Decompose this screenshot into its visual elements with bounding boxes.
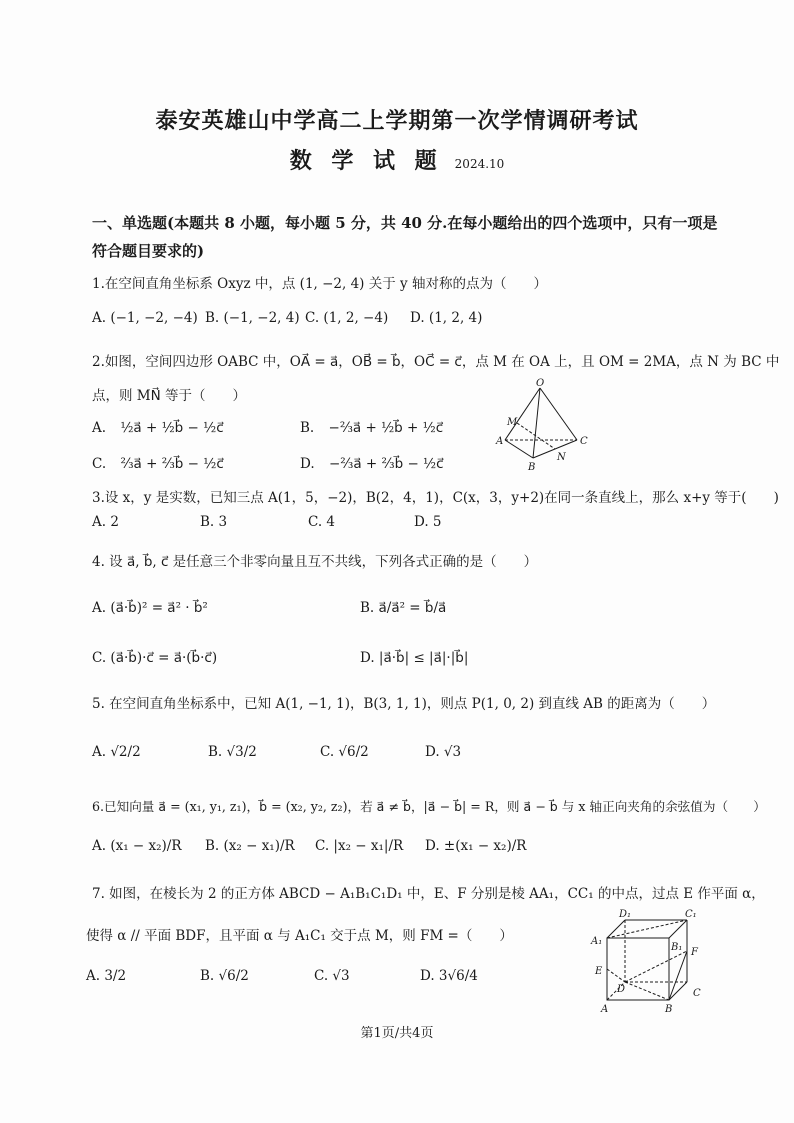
exam-date: 2024.10 xyxy=(454,157,505,171)
q6-option-a: A. (x₁ − x₂)/R xyxy=(92,838,182,854)
q2-option-d-label: D. xyxy=(300,456,315,472)
q3-option-c: C. 4 xyxy=(308,514,336,530)
q2-option-c-expr: ⅔a⃗ + ⅔b⃗ − ½c⃗ xyxy=(120,456,224,472)
q2-option-b xyxy=(300,420,443,436)
page-number: 第1页/共4页 xyxy=(360,1026,434,1041)
fig2-label-b: B xyxy=(528,462,536,473)
q5-option-b: B. √3/2 xyxy=(208,744,257,760)
exam-title: 泰安英雄山中学高二上学期第一次学情调研考试 xyxy=(155,108,639,134)
question-2-stem-cont: 点，则 MN⃗ 等于（ ） xyxy=(92,388,247,404)
q2-option-c-label: C. xyxy=(92,456,107,472)
fig7-label-c1: C₁ xyxy=(685,909,697,920)
q7-option-d: D. 3√6/4 xyxy=(420,968,478,984)
q4-option-c: C. (a⃗·b⃗)·c⃗ = a⃗·(b⃗·c⃗) xyxy=(92,650,218,666)
fig7-label-b1: B₁ xyxy=(671,942,683,953)
fig2-label-n: N xyxy=(557,452,566,463)
question-3-stem: 3.设 x，y 是实数，已知三点 A(1，5，−2)，B(2，4，1)，C(x，3，y+2)在同一条直线上，那么 x+y 等于( ) xyxy=(92,490,779,506)
question-4-stem: 4. 设 a⃗, b⃗, c⃗ 是任意三个非零向量且互不共线，下列各式正确的是（ ） xyxy=(92,554,538,570)
q7-option-b: B. √6/2 xyxy=(200,968,249,984)
question-5-stem: 5. 在空间直角坐标系中，已知 A(1, −1, 1)，B(3, 1, 1)，则点 P(1, 0, 2) 到直线 AB 的距离为（ ） xyxy=(92,696,716,712)
fig7-label-d: D xyxy=(617,984,626,995)
q5-option-d: D. √3 xyxy=(425,744,462,760)
q2-option-a xyxy=(92,420,224,436)
tetrahedron-figure xyxy=(495,378,605,473)
q7-option-c: C. √3 xyxy=(314,968,350,984)
q3-option-d: D. 5 xyxy=(414,514,442,530)
question-2-stem: 2.如图，空间四边形 OABC 中，OA⃗ = a⃗，OB⃗ = b⃗，OC⃗ = c⃗，点 M 在 OA 上，且 OM = 2MA，点 N 为 BC 中 xyxy=(92,354,780,370)
subject-title: 数 学 试 题 xyxy=(289,148,443,174)
q6-option-b: B. (x₂ − x₁)/R xyxy=(205,838,295,854)
question-1-stem: 1.在空间直角坐标系 Oxyz 中，点 (1, −2, 4) 关于 y 轴对称的点为（ ） xyxy=(92,276,547,292)
fig2-label-c: C xyxy=(580,436,588,447)
q4-option-d: D. |a⃗·b⃗| ≤ |a⃗|·|b⃗| xyxy=(360,650,469,666)
q2-option-d xyxy=(300,456,444,472)
question-7-stem: 7. 如图，在棱长为 2 的正方体 ABCD − A₁B₁C₁D₁ 中，E、F 分别是棱 AA₁，CC₁ 的中点，过点 E 作平面 α， xyxy=(92,886,765,902)
q6-option-d: D. ±(x₁ − x₂)/R xyxy=(425,838,527,854)
q3-option-b: B. 3 xyxy=(200,514,228,530)
q1-option-d: D. (1, 2, 4) xyxy=(410,310,483,326)
fig7-label-c: C xyxy=(693,988,701,999)
q1-option-c: C. (1, 2, −4) xyxy=(305,310,389,326)
q2-option-d-expr: −⅔a⃗ + ⅔b⃗ − ½c⃗ xyxy=(328,456,444,472)
fig7-label-a1: A₁ xyxy=(591,936,603,947)
q7-option-a: A. 3/2 xyxy=(86,968,127,984)
fig7-label-f: F xyxy=(691,947,698,958)
cube-figure xyxy=(585,908,715,1028)
q2-option-a-label: A. xyxy=(92,420,107,436)
q2-option-c xyxy=(92,456,224,472)
q5-option-a: A. √2/2 xyxy=(92,744,141,760)
fig7-label-b: B xyxy=(665,1004,673,1015)
fig2-label-m: M xyxy=(507,417,518,428)
section-heading: 一、单选题(本题共 8 小题，每小题 5 分，共 40 分.在每小题给出的四个选项中，只有一项是 xyxy=(92,214,718,232)
q1-option-a: A. (−1, −2, −4) xyxy=(92,310,198,326)
q6-option-c: C. |x₂ − x₁|/R xyxy=(315,838,404,854)
fig7-label-a: A xyxy=(601,1004,609,1015)
q4-option-a: A. (a⃗·b⃗)² = a⃗² · b⃗² xyxy=(92,600,208,616)
exam-subtitle xyxy=(0,144,794,175)
q2-option-b-expr: −⅔a⃗ + ½b⃗ + ½c⃗ xyxy=(328,420,444,436)
question-6-stem: 6.已知向量 a⃗ = (x₁, y₁, z₁)，b⃗ = (x₂, y₂, z₂)，若 a⃗ ≠ b⃗，|a⃗ − b⃗| = R，则 a⃗ − b⃗ 与 x 轴正向夹角的余弦值为（ ） xyxy=(92,799,766,814)
fig7-label-e: E xyxy=(595,966,603,977)
fig2-label-o: O xyxy=(536,378,545,389)
q5-option-c: C. √6/2 xyxy=(320,744,369,760)
fig2-label-a: A xyxy=(496,436,504,447)
q2-option-a-expr: ½a⃗ + ½b⃗ − ½c⃗ xyxy=(120,420,224,436)
q3-option-a: A. 2 xyxy=(92,514,119,530)
q4-option-b: B. a⃗/a⃗² = b⃗/a⃗ xyxy=(360,600,447,616)
question-7-stem-cont: 使得 α // 平面 BDF，且平面 α 与 A₁C₁ 交于点 M，则 FM =（ ） xyxy=(86,928,513,944)
section-heading-cont: 符合题目要求的) xyxy=(92,242,205,260)
fig7-label-d1: D₁ xyxy=(619,909,632,920)
q2-option-b-label: B. xyxy=(300,420,315,436)
q1-option-b: B. (−1, −2, 4) xyxy=(205,310,300,326)
